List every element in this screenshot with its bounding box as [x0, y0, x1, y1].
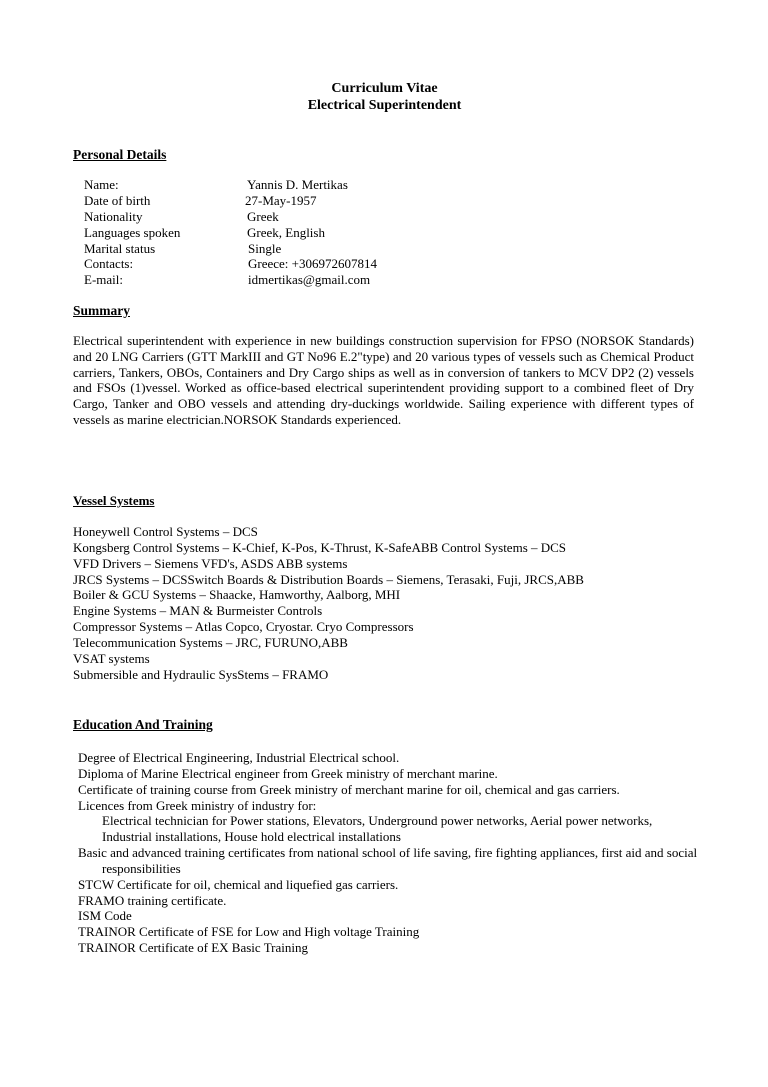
detail-label: Languages spoken [84, 224, 181, 240]
education-heading: Education And Training [73, 717, 213, 732]
detail-label: Nationality [84, 208, 143, 224]
detail-value: Greek [247, 208, 279, 224]
list-item: Boiler & GCU Systems – Shaacke, Hamworthy, Aalborg, MHI [73, 587, 401, 603]
list-item: Kongsberg Control Systems – K-Chief, K-Pos, K-Thrust, K-SafeABB Control Systems – DCS [73, 539, 567, 555]
subtitle-line: Electrical Superintendent [307, 98, 462, 113]
summary-heading: Summary [73, 303, 130, 318]
detail-row-marital [84, 241, 377, 257]
detail-row-name [84, 177, 377, 193]
detail-row-contacts [84, 256, 377, 272]
education-list [78, 750, 703, 956]
list-item: Telecommunication Systems – JRC, FURUNO,ABB [73, 634, 348, 650]
detail-value: Yannis D. Mertikas [247, 177, 348, 192]
list-item: JRCS Systems – DCSSwitch Boards & Distribution Boards – Siemens, Terasaki, Fuji, JRCS,ABB [73, 571, 584, 587]
detail-label: E-mail: [84, 272, 123, 288]
vessel-systems-heading: Vessel Systems [73, 493, 155, 508]
detail-value: idmertikas@gmail.com [248, 272, 371, 288]
list-item: TRAINOR Certificate of FSE for Low and High voltage Training [78, 924, 420, 940]
document-title [0, 80, 768, 114]
list-item: Degree of Electrical Engineering, Industrial Electrical school. [78, 750, 400, 765]
detail-row-email [84, 272, 377, 288]
detail-value: 27-May-1957 [245, 192, 317, 208]
list-item: VFD Drivers – Siemens VFD's, ASDS ABB systems [73, 555, 348, 571]
detail-value: Greek, English [247, 224, 325, 240]
personal-details-table [84, 177, 377, 288]
list-item: TRAINOR Certificate of EX Basic Training [78, 940, 308, 956]
list-item: Electrical technician for Power stations, Elevators, Underground power networks, Aerial power networks, Industrial installations, House hold electrical installations [102, 813, 653, 845]
detail-row-dob [84, 193, 377, 209]
list-item: Basic and advanced training certificates from national school of life saving, fire fighting appliances, first aid and social responsibilities [78, 845, 698, 876]
vessel-systems-list [73, 524, 584, 682]
detail-value: Greece: +306972607814 [248, 256, 377, 272]
detail-label: Name: [84, 177, 119, 192]
detail-label: Date of birth [84, 192, 151, 208]
list-item: Submersible and Hydraulic SysStems – FRAMO [73, 666, 329, 682]
list-item: Honeywell Control Systems – DCS [73, 524, 258, 539]
detail-row-nationality [84, 209, 377, 225]
list-item: FRAMO training certificate. [78, 892, 227, 908]
list-item: Certificate of training course from Greek ministry of merchant marine for oil, chemical and gas carriers. [78, 781, 620, 797]
list-item: Compressor Systems – Atlas Copco, Cryostar. Cryo Compressors [73, 619, 414, 635]
personal-details-heading: Personal Details [73, 147, 167, 162]
list-item: STCW Certificate for oil, chemical and liquefied gas carriers. [78, 876, 399, 892]
list-item: ISM Code [78, 908, 132, 924]
list-item: Licences from Greek ministry of industry for: [78, 797, 317, 813]
detail-label: Marital status [84, 240, 156, 256]
detail-label: Contacts: [84, 256, 134, 272]
detail-row-languages [84, 225, 377, 241]
list-item: Engine Systems – MAN & Burmeister Controls [73, 603, 323, 619]
detail-value: Single [248, 240, 282, 256]
list-item: VSAT systems [73, 650, 150, 666]
summary-paragraph: Electrical superintendent with experience in new buildings construction supervision for FPSO (NORSOK Standards) and 20 LNG Carriers (GTT MarkIII and GT No96 E.2"type) and 20 various types of vessels such as Chemical Product carriers, Tankers, OBOs, Containers and Dry Cargo ships as well as in conversion of tankers to MCV DP2 (2) vessels and FSOs (1)vessel. Worked as office-based electrical superintendent providing support to a combined fleet of Dry Cargo, Tanker and OBO vessels and attending dry-duckings worldwide. Sailing experience with different types of vessels as marine electrician.NORSOK Standards experienced. [73, 333, 694, 427]
title-line: Curriculum Vitae [331, 81, 438, 96]
list-item: Diploma of Marine Electrical engineer from Greek ministry of merchant marine. [78, 765, 498, 781]
